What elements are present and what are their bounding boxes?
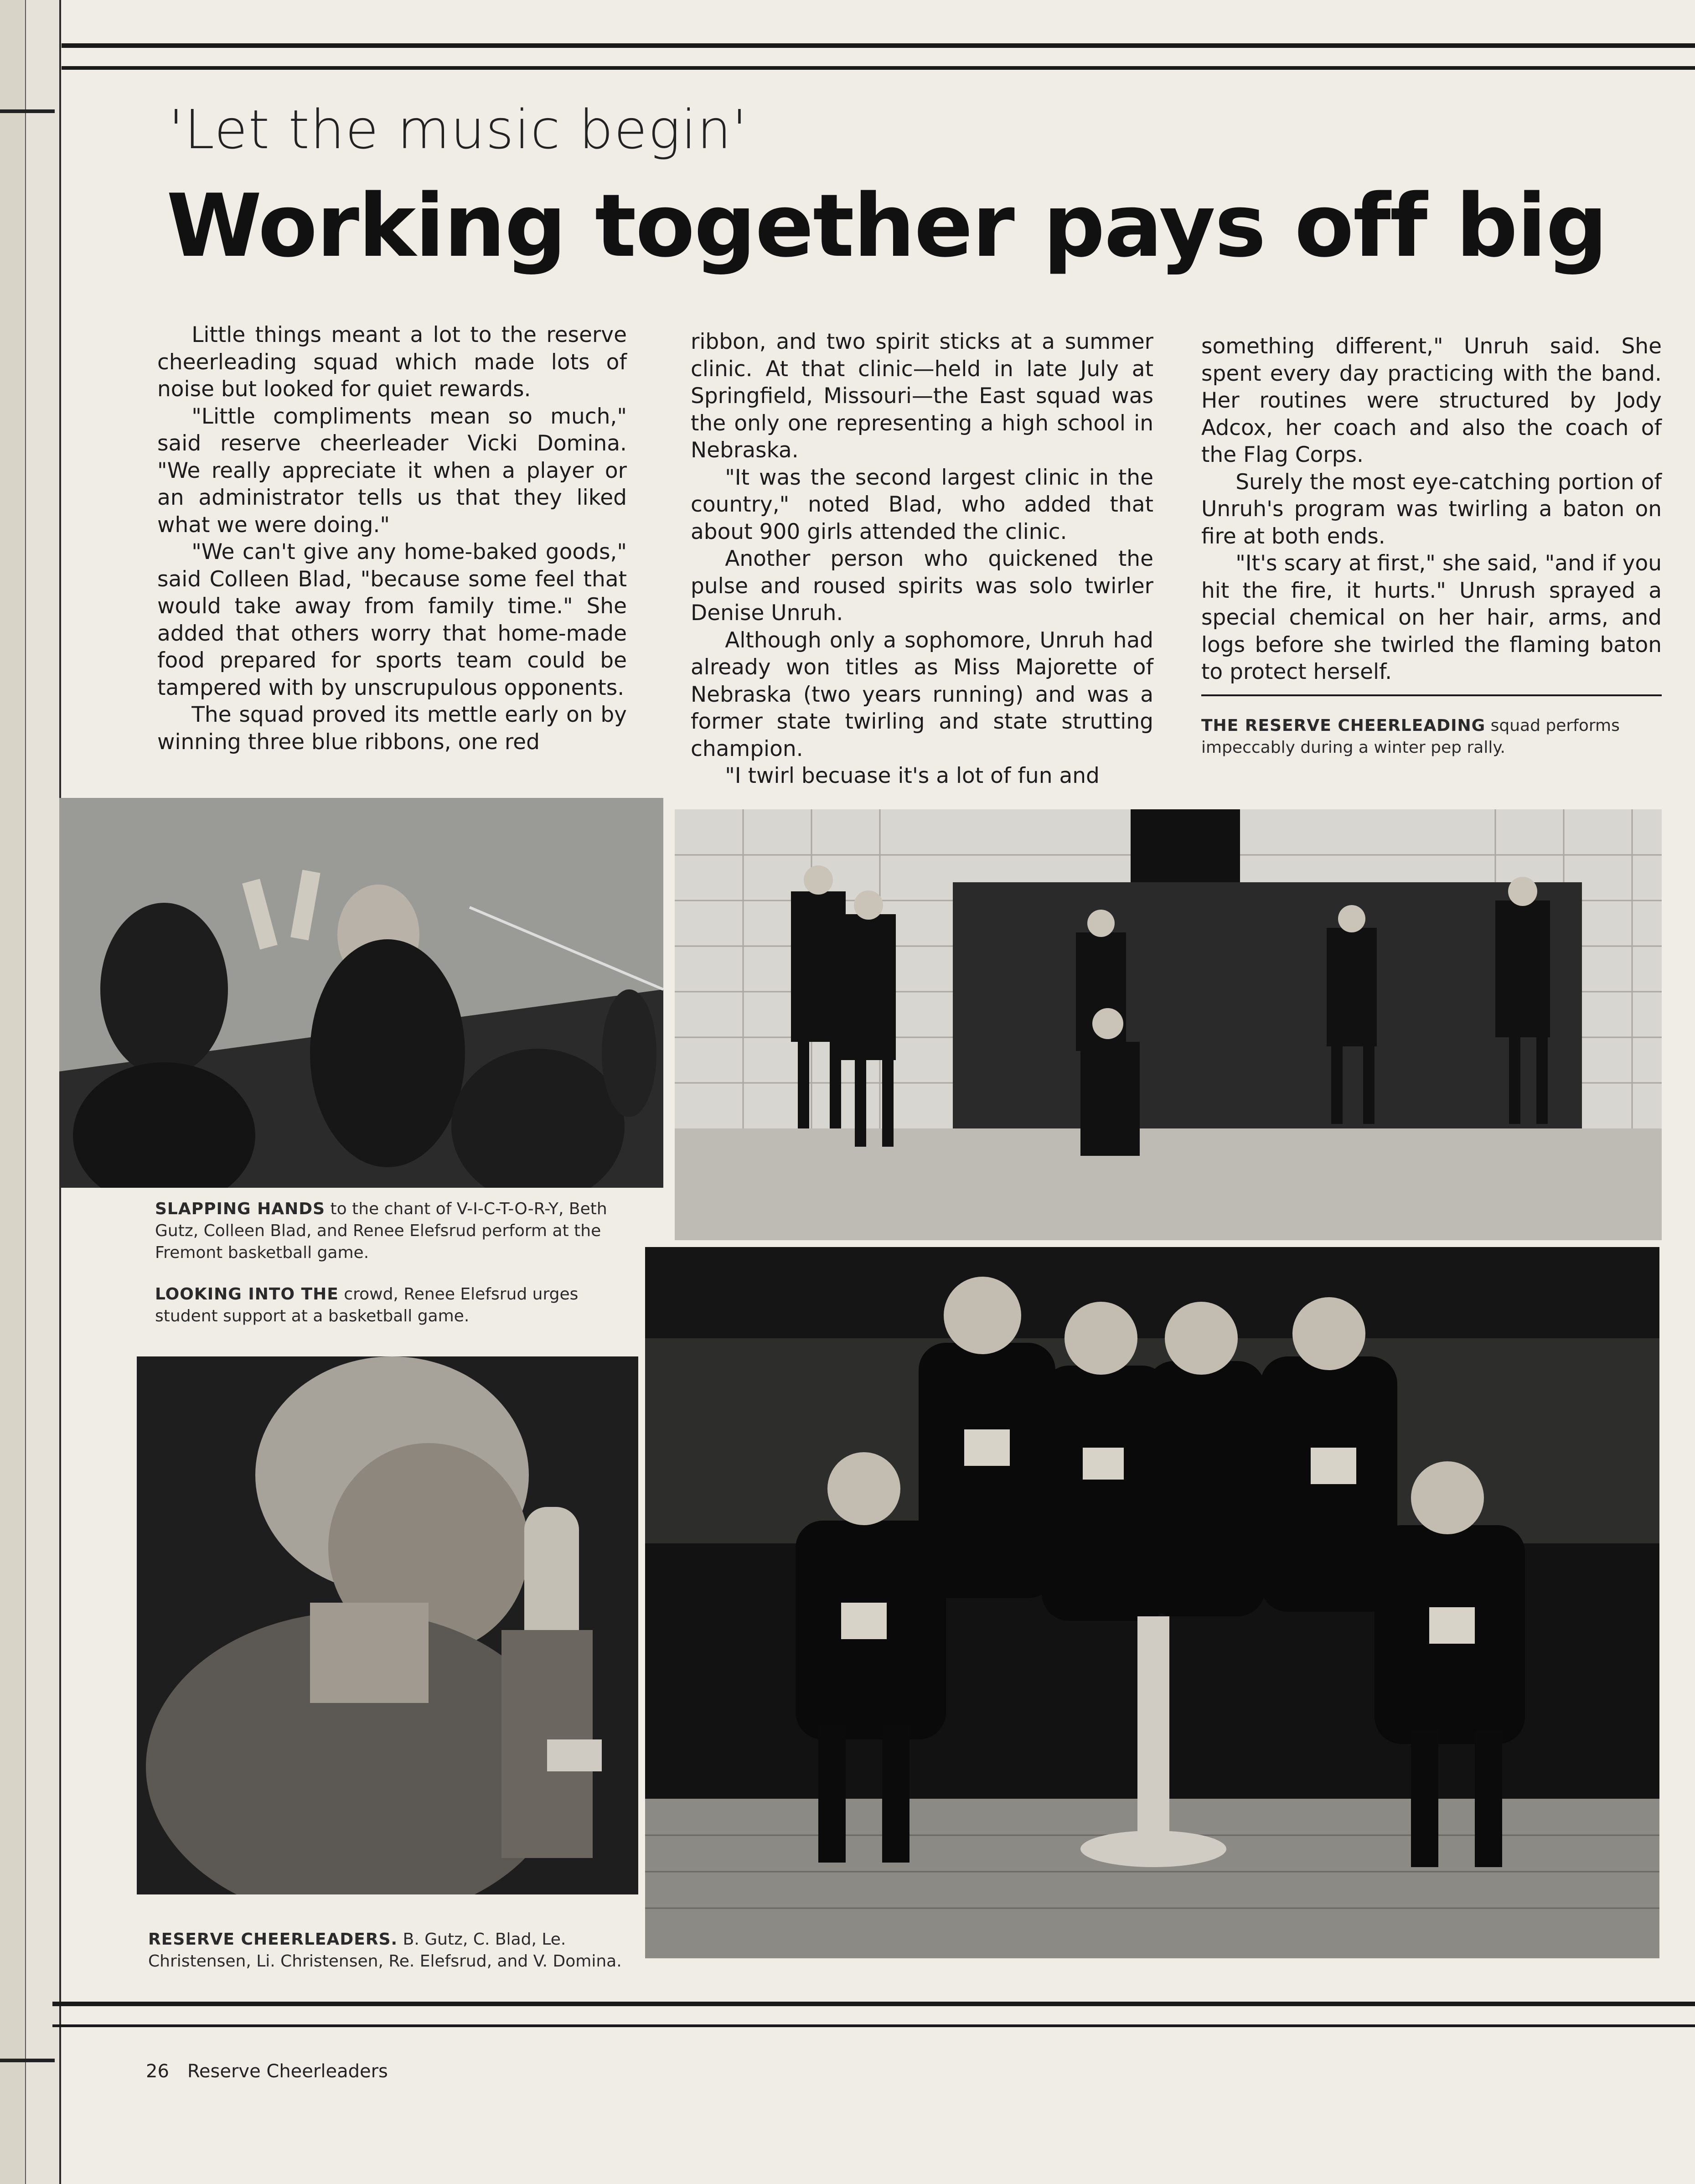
caption-lead: SLAPPING HANDS bbox=[155, 1200, 326, 1218]
caption-text: crowd, Renee Elefsrud urges student support at a basketball game. bbox=[155, 1285, 579, 1325]
caption-looking-into-crowd bbox=[155, 1283, 625, 1327]
caption-lead: THE RESERVE CHEERLEADING bbox=[1201, 716, 1486, 735]
spine-mark bbox=[0, 2059, 55, 2062]
paragraph: "We can't give any home-baked goods," said Colleen Blad, "because some feel that would take away from family time." She added that others worry that home-made food prepared for sports team could be tampered with by unscrupulous opponents. bbox=[157, 539, 627, 700]
caption-lead: LOOKING INTO THE bbox=[155, 1285, 339, 1304]
photo-reserve-cheerleaders bbox=[645, 1247, 1659, 1958]
bottom-rule bbox=[52, 2002, 1695, 2006]
caption-text: B. Gutz, C. Blad, Le. Christensen, Li. Christensen, Re. Elefsrud, and V. Domina. bbox=[148, 1930, 622, 1971]
caption-text: to the chant of V-I-C-T-O-R-Y, Beth Gutz, Colleen Blad, and Renee Elefsrud perform at the Fremont basketball game. bbox=[155, 1200, 607, 1262]
top-rule-2 bbox=[62, 66, 1695, 70]
caption-reserve-cheerleaders bbox=[148, 1929, 636, 1972]
caption-squad bbox=[1201, 715, 1662, 759]
paragraph: "It's scary at first," she said, "and if you hit the fire, it hurts." Unrush sprayed a special chemical on her hair, arms, and logs before she twirled the flaming baton to protect herself. bbox=[1201, 551, 1662, 684]
caption-slapping-hands bbox=[155, 1198, 625, 1264]
spine-mark bbox=[0, 109, 55, 113]
paragraph: "It was the second largest clinic in the country," noted Blad, who added that about 900 girls attended the clinic. bbox=[691, 465, 1153, 544]
caption-lead: RESERVE CHEERLEADERS. bbox=[148, 1930, 398, 1949]
article-column-2 bbox=[691, 328, 1153, 790]
paragraph: something different," Unruh said. She spent every day practicing with the band. Her routines were structured by Jody Adcox, her coach and also the coach of the Flag Corps. bbox=[1201, 334, 1662, 467]
headline-title: Working together pays off big bbox=[166, 176, 1607, 276]
paragraph: "I twirl becuase it's a lot of fun and bbox=[725, 763, 1100, 788]
article-column-1 bbox=[157, 321, 627, 756]
page-number: 26 bbox=[146, 2061, 169, 2082]
photo-slapping-hands bbox=[59, 798, 663, 1188]
bottom-rule-2 bbox=[52, 2024, 1695, 2027]
photo-looking-into-crowd bbox=[137, 1356, 638, 1894]
paragraph: The squad proved its mettle early on by winning three blue ribbons, one red bbox=[157, 702, 627, 755]
headline-kicker: 'Let the music begin' bbox=[169, 98, 748, 161]
paragraph: "Little compliments mean so much," said reserve cheerleader Vicki Domina. "We really appreciate it when a player or an administrator tells us that they liked what we were doing." bbox=[157, 404, 627, 538]
paragraph: Little things meant a lot to the reserve cheerleading squad which made lots of noise but looked for quiet rewards. bbox=[157, 322, 627, 402]
caption-text: squad performs impeccably during a winter pep rally. bbox=[1201, 716, 1620, 757]
section-name: Reserve Cheerleaders bbox=[187, 2061, 388, 2082]
caption-rule bbox=[1201, 694, 1662, 696]
paragraph: ribbon, and two spirit sticks at a summer clinic. At that clinic—held in late July at Springfield, Missouri—the East squad was the only one representing a high school in Nebraska. bbox=[691, 329, 1153, 463]
top-rule bbox=[62, 43, 1695, 48]
article-column-3 bbox=[1201, 333, 1662, 686]
paragraph: Another person who quickened the pulse and roused spirits was solo twirler Denise Unruh. bbox=[691, 546, 1153, 626]
paragraph: Surely the most eye-catching portion of Unruh's program was twirling a baton on fire at both ends. bbox=[1201, 469, 1662, 549]
photo-squad-performs bbox=[675, 809, 1662, 1240]
paragraph: Although only a sophomore, Unruh had already won titles as Miss Majorette of Nebraska (two years running) and was a former state twirling and state strutting champion. bbox=[691, 627, 1153, 761]
page-footer bbox=[146, 2061, 406, 2082]
page-edge bbox=[0, 0, 26, 2184]
